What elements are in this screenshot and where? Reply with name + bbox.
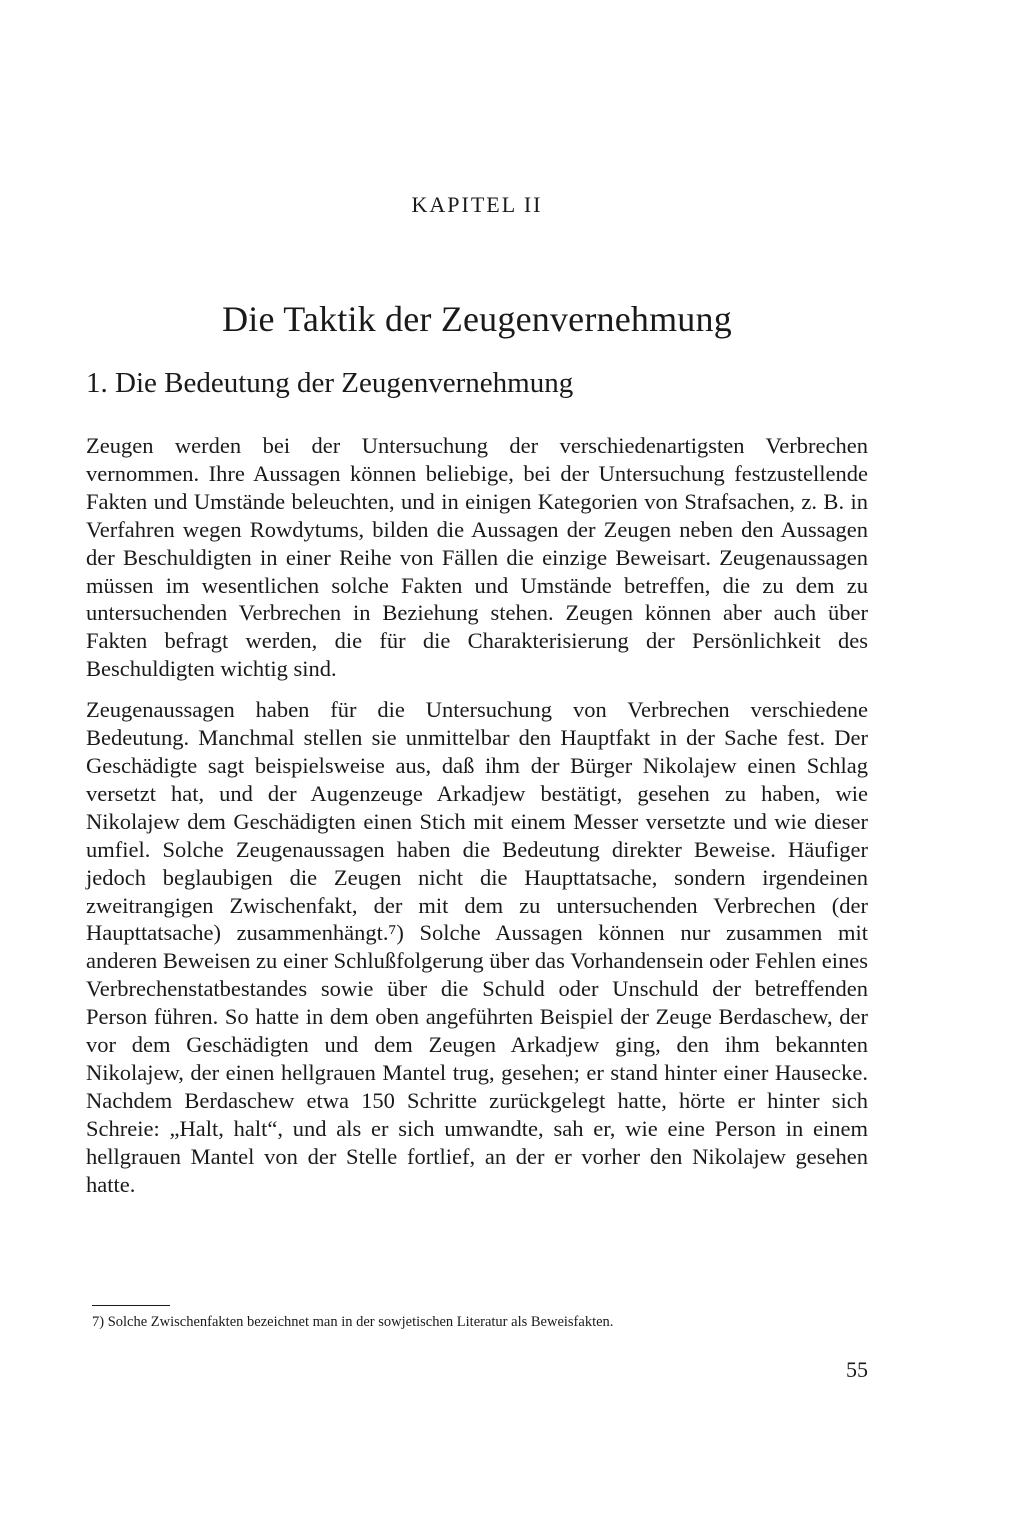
chapter-title: Die Taktik der Zeugenvernehmung xyxy=(222,299,732,339)
book-page xyxy=(86,0,868,1516)
chapter-label: KAPITEL II xyxy=(411,192,543,217)
section-title: 1. Die Bedeutung der Zeugenvernehmung xyxy=(86,367,574,399)
footnote-divider xyxy=(92,1305,170,1306)
page-number: 55 xyxy=(846,1357,868,1382)
footnote: 7) Solche Zwischenfakten bezeichnet man in der sowjetischen Literatur als Beweisfakten. xyxy=(92,1314,614,1330)
paragraph-2: Zeugenaussagen haben für die Untersuchung von Verbrechen verschiedene Bedeutung. Manchmal stellen sie unmittelbar den Hauptfakt in der Sache fest. Der Geschädigte sagt beispielsweise aus, daß ihm der Bürger Nikolajew einen Schlag versetzt hat, und der Augenzeuge Arkadjew bestätigt, gesehen zu haben, wie Nikolajew dem Geschädigten einen Stich mit einem Messer versetzte und wie dieser umfiel. Solche Zeugenaussagen haben die Bedeutung direkter Beweise. Häufiger jedoch beglaubigen die Zeugen nicht die Haupttatsache, sondern irgendeinen zweitrangigen Zwischenfakt, der mit dem zu untersuchenden Verbrechen (der Haupttatsache) zusammenhängt.⁷) Solche Aussagen können nur zusammen mit anderen Beweisen zu einer Schlußfolgerung über das Vorhandensein oder Fehlen eines Verbrechenstatbestandes sowie über die Schuld oder Unschuld der betreffenden Person führen. So hatte in dem oben angeführten Beispiel der Zeuge Berdaschew, der vor dem Geschädigten und dem Zeugen Arkadjew ging, den ihm bekannten Nikolajew, der einen hellgrauen Mantel trug, gesehen; er stand hinter einer Hausecke. Nachdem Berdaschew etwa 150 Schritte zurückgelegt hatte, hörte er hinter sich Schreie: „Halt, halt“, und als er sich umwandte, sah er, wie eine Person in einem hellgrauen Mantel von der Stelle fortlief, an der er vorher den Nikolajew gesehen hatte. xyxy=(86,697,868,1197)
body-text xyxy=(86,432,868,1198)
paragraph-1: Zeugen werden bei der Untersuchung der verschiedenartigsten Verbrechen vernommen. Ihre Aussagen können beliebige, bei der Untersuchung festzustellende Fakten und Umstände beleuchten, und in einigen Kategorien von Strafsachen, z. B. in Verfahren wegen Rowdytums, bilden die Aussagen der Zeugen neben den Aussagen der Beschuldigten in einer Reihe von Fällen die einzige Beweisart. Zeugenaussagen müssen im wesentlichen solche Fakten und Umstände betreffen, die zu dem zu untersuchenden Verbrechen in Beziehung stehen. Zeugen können aber auch über Fakten befragt werden, die für die Charakterisierung der Persönlichkeit des Beschuldigten wichtig sind. xyxy=(86,433,868,682)
